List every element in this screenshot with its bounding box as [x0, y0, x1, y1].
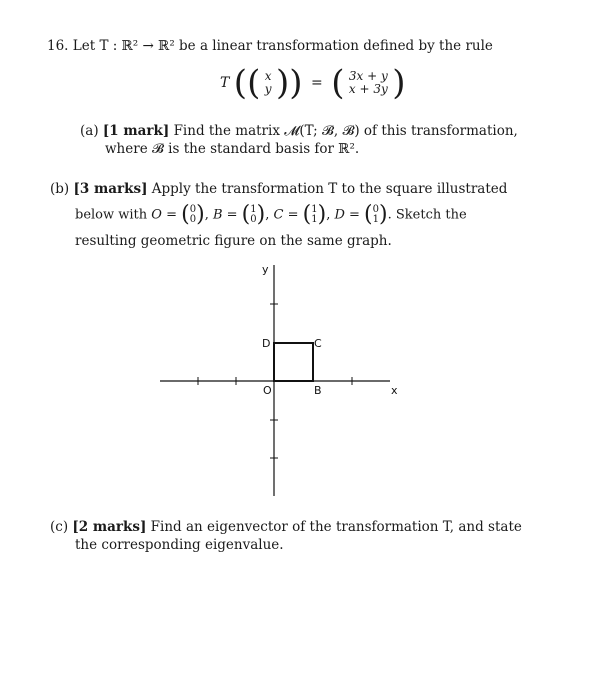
point-b-def-label: B =: [212, 207, 238, 223]
problem-intro-line: [47, 37, 493, 55]
part-c-text-2: the corresponding eigenvalue.: [75, 537, 284, 553]
part-b-text-3: resulting geometric figure on the same graph.: [75, 233, 392, 249]
part-b-marks: [3 marks]: [73, 181, 148, 197]
part-b-text-2-start: below with: [75, 207, 148, 223]
x-axis-label: x: [391, 384, 398, 397]
part-a-text-1: Find the matrix 𝓜(T; 𝓑, 𝓑) of this transformation,: [173, 123, 518, 139]
point-c-label: C: [314, 337, 322, 350]
part-a-label: (a): [80, 123, 99, 139]
part-b-line-1: [50, 180, 507, 198]
part-a-line-2: [105, 140, 359, 158]
point-o-def-label: O =: [151, 207, 177, 223]
point-b-label: B: [314, 384, 322, 397]
point-c-def-label: C =: [273, 207, 299, 223]
point-o-vector: 0 0: [189, 204, 197, 225]
unit-square: [274, 343, 313, 381]
point-o-label: O: [263, 384, 272, 397]
point-c-vector: 1 1: [311, 204, 318, 225]
point-d-def-label: D =: [334, 207, 360, 223]
problem-intro: Let T : ℝ² → ℝ² be a linear transformation defined by the rule: [72, 38, 493, 54]
part-b-text-2-end: . Sketch the: [387, 207, 467, 223]
rule-output-vector: 3x + y x + 3y: [348, 69, 388, 96]
part-a-marks: [1 mark]: [102, 123, 170, 139]
part-b-label: (b): [50, 181, 70, 197]
part-c-text-1: Find an eigenvector of the transformation T, and state: [150, 519, 522, 535]
part-b-text-1: Apply the transformation T to the square illustrated: [151, 181, 508, 197]
point-d-label: D: [262, 337, 271, 350]
part-c-label: (c): [50, 519, 69, 535]
point-b-vector: 1 0: [250, 204, 257, 225]
part-a-line-1: [80, 122, 518, 140]
problem-number: 16.: [47, 38, 69, 54]
part-a-text-2: where 𝓑 is the standard basis for ℝ².: [105, 141, 360, 157]
point-d-vector: 0 1: [372, 204, 380, 225]
rule-input-vector: x y: [264, 69, 272, 96]
rule-function: T: [220, 75, 230, 91]
rule-equals: =: [311, 75, 323, 91]
part-c-marks: [2 marks]: [72, 519, 147, 535]
part-b-line-2: below with O = (0 0), B = (1 0), C = (1 1), D = (0 1). Sketch the: [75, 202, 467, 227]
part-b-line-3: [75, 232, 392, 250]
y-axis-label: y: [262, 263, 269, 276]
transformation-rule: T (( x y )) = ( 3x + y x + 3y ): [220, 63, 406, 103]
part-c-line-2: [75, 536, 284, 554]
part-c-line-1: [50, 518, 522, 536]
